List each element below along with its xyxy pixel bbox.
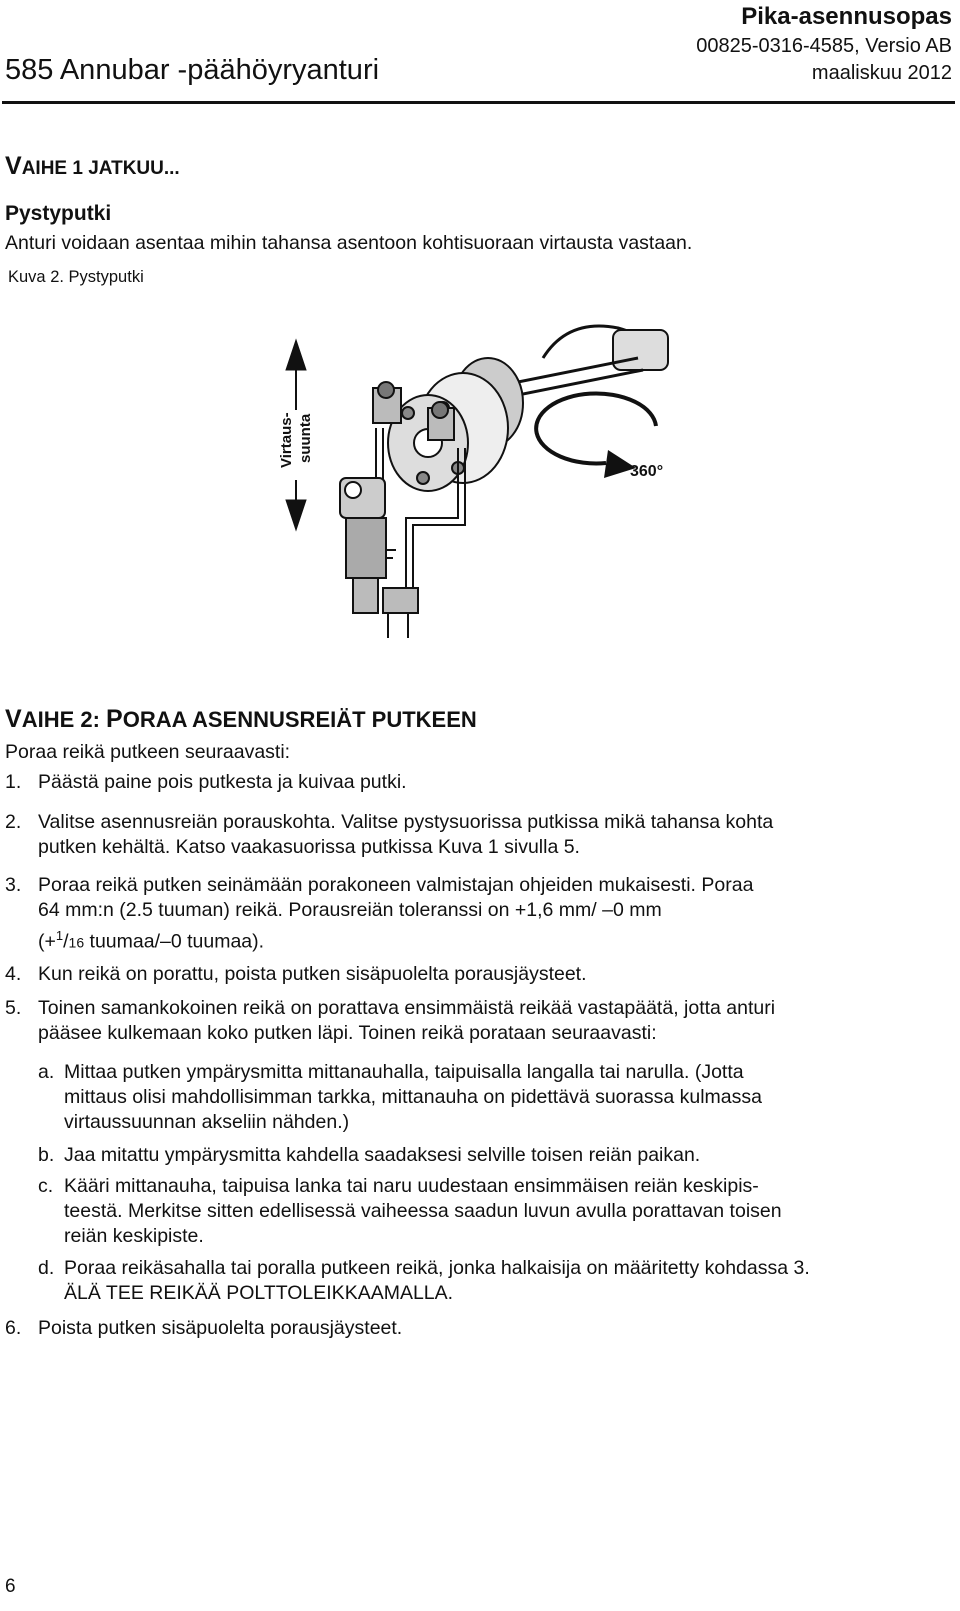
list-item: 5. Toinen samankokoinen reikä on porattava ensimmäistä reikää vastapäätä, jotta anturi pääsee kulkemaan koko putken läpi. Toinen reikä porataan seuraavasti: (5, 997, 776, 1044)
document-meta (696, 2, 952, 86)
sub-list-item: d. Poraa reikäsahalla tai poralla putkeen reikä, jonka halkaisija on määritetty kohdassa 3. ÄLÄ TEE REIKÄÄ POLTTOLEIKKAAMALLA. (38, 1257, 810, 1304)
sub-list-item: c. Kääri mittanauha, taipuisa lanka tai naru uudestaan ensimmäisen reiän keskipis- teestä. Merkitse sitten edellisessä vaiheessa saadun luvun avulla porattavan toisen reiän keskipiste. (38, 1175, 782, 1247)
doc-number: 00825-0316-4585, Versio AB (696, 35, 952, 57)
flow-label-line1: Virtaus- (278, 412, 295, 468)
flow-label-line2: suunta (297, 413, 314, 463)
header-divider (2, 101, 955, 104)
list-item: 6. Poista putken sisäpuolelta porausjäysteet. (5, 1317, 403, 1339)
section1-paragraph: Anturi voidaan asentaa mihin tahansa asentoon kohtisuoraan virtausta vastaan. (5, 232, 693, 254)
sub-list-item: b. Jaa mitattu ympärysmitta kahdella saadaksesi selville toisen reiän paikan. (38, 1144, 701, 1166)
section1-heading: VAIHE 1 JATKUU... (5, 152, 180, 180)
list-item: 2. Valitse asennusreiän porauskohta. Valitse pystysuorissa putkissa mikä tahansa kohta putken kehältä. Katso vaakasuorissa putkissa Kuva 1 sivulla 5. (5, 811, 774, 858)
figure-caption: Kuva 2. Pystyputki (8, 268, 144, 286)
section1-subheading: Pystyputki (5, 202, 112, 225)
list-item: 1. Päästä paine pois putkesta ja kuivaa putki. (5, 771, 407, 793)
sensor-assembly (340, 326, 668, 638)
page-number: 6 (5, 1576, 16, 1597)
list-item: 4. Kun reikä on porattu, poista putken sisäpuolelta porausjäysteet. (5, 963, 587, 985)
section2-intro: Poraa reikä putkeen seuraavasti: (5, 741, 291, 763)
sub-list-item: a. Mittaa putken ympärysmitta mittanauhalla, taipuisalla langalla tai narulla. (Jotta mittaus olisi mahdollisimman tarkka, mittanauha on pidettävä suorassa kulmassa virtaussuunnan akseliin nähden.) (38, 1061, 762, 1133)
rotation-label: 360° (630, 463, 664, 480)
rotation-arrow (536, 393, 656, 463)
list-item: 3. Poraa reikä putken seinämään porakoneen valmistajan ohjeiden mukaisesti. Poraa 64 mm:n (2.5 tuuman) reikä. Porausreiän toleranssi on +1,6 mm/ –0 mm (+$^1$/16 tuumaa/–0 tuumaa). (5, 874, 754, 953)
doc-type: Pika-asennusopas (741, 3, 952, 30)
doc-date: maaliskuu 2012 (811, 62, 952, 84)
document-title: 585 Annubar -päähöyryanturi (5, 54, 380, 86)
vertical-pipe-figure (258, 318, 678, 648)
section2-heading: VAIHE 2: PORAA ASENNUSREIÄT PUTKEEN (5, 705, 477, 733)
